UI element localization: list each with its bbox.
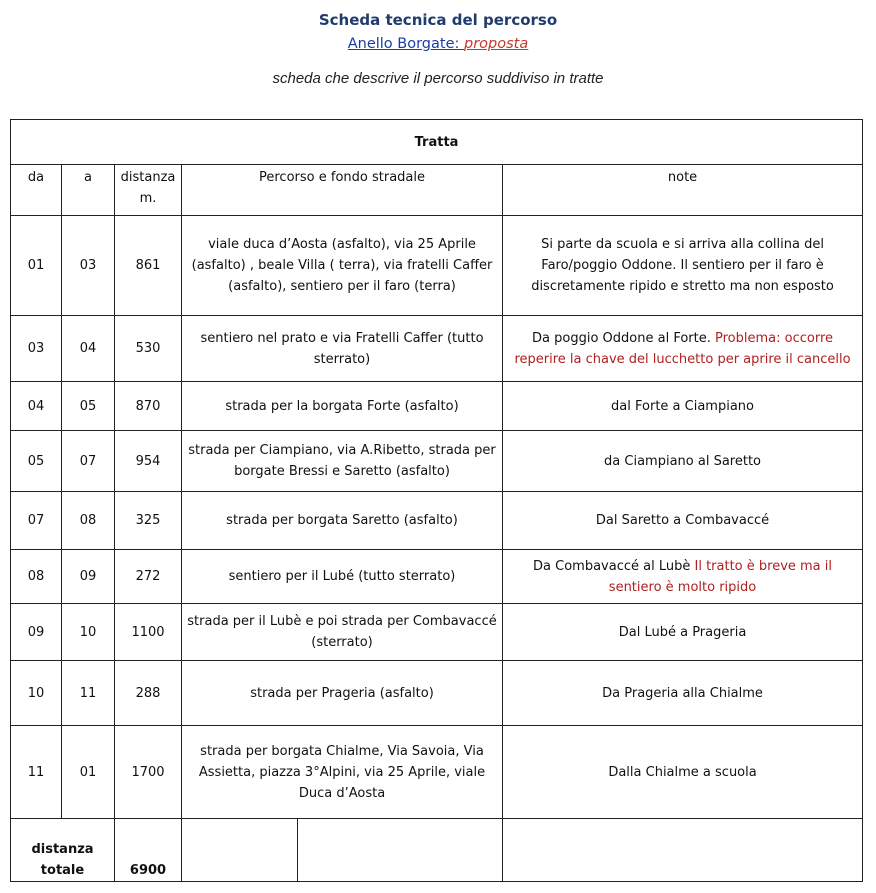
table-row (11, 316, 863, 382)
cell-distanza: 954 (115, 431, 182, 492)
document-description: scheda che descrive il percorso suddiviso in tratte (272, 70, 604, 87)
total-empty-cell-3 (503, 819, 863, 882)
cell-a: 10 (62, 604, 115, 661)
note-text: Da Combavaccé al Lubè (533, 558, 695, 574)
total-value: 6900 (115, 819, 182, 882)
table-row (11, 604, 863, 661)
cell-a: 01 (62, 726, 115, 819)
document-title: Scheda tecnica del percorso (318, 11, 558, 29)
table-row (11, 216, 863, 316)
table-row (11, 431, 863, 492)
table-row (11, 550, 863, 604)
cell-note (503, 661, 863, 726)
cell-distanza: 288 (115, 661, 182, 726)
cell-percorso: viale duca d’Aosta (asfalto), via 25 Aprile (asfalto) , beale Villa ( terra), via fratelli Caffer (asfalto), sentiero per il faro (terra) (182, 216, 503, 316)
cell-percorso: sentiero per il Lubé (tutto sterrato) (182, 550, 503, 604)
total-empty-cell-2 (298, 819, 503, 882)
cell-a: 07 (62, 431, 115, 492)
tratta-header: Tratta (11, 120, 863, 165)
cell-note (503, 492, 863, 550)
note-text: Da poggio Oddone al Forte. (532, 330, 715, 346)
cell-note (503, 550, 863, 604)
cell-percorso: strada per borgata Saretto (asfalto) (182, 492, 503, 550)
cell-da: 04 (11, 382, 62, 431)
col-header-da: da (11, 165, 62, 216)
table-row (11, 726, 863, 819)
table-body (11, 216, 863, 819)
cell-percorso: sentiero nel prato e via Fratelli Caffer (tutto sterrato) (182, 316, 503, 382)
note-text: Si parte da scuola e si arriva alla collina del Faro/poggio Oddone. Il sentiero per il faro è discretamente ripido e stretto ma non esposto (531, 237, 834, 294)
cell-a: 09 (62, 550, 115, 604)
col-header-distanza: distanza m. (115, 165, 182, 216)
note-text: da Ciampiano al Saretto (604, 453, 761, 469)
cell-distanza: 325 (115, 492, 182, 550)
cell-distanza: 870 (115, 382, 182, 431)
table-row (11, 382, 863, 431)
cell-a: 11 (62, 661, 115, 726)
cell-a: 04 (62, 316, 115, 382)
col-header-note: note (503, 165, 863, 216)
table-column-header-row (11, 165, 863, 216)
cell-note (503, 316, 863, 382)
col-header-a: a (62, 165, 115, 216)
subtitle-route-name: Anello Borgate: (347, 36, 465, 52)
note-text: Da Prageria alla Chialme (602, 685, 763, 701)
table-row (11, 661, 863, 726)
cell-percorso: strada per Ciampiano, via A.Ribetto, strada per borgate Bressi e Saretto (asfalto) (182, 431, 503, 492)
cell-percorso: strada per il Lubè e poi strada per Combavaccé (sterrato) (182, 604, 503, 661)
cell-percorso: strada per borgata Chialme, Via Savoia, Via Assietta, piazza 3°Alpini, via 25 Aprile, viale Duca d’Aosta (182, 726, 503, 819)
cell-da: 03 (11, 316, 62, 382)
cell-a: 03 (62, 216, 115, 316)
cell-distanza: 1700 (115, 726, 182, 819)
table-group-header-row (11, 120, 863, 165)
total-label: distanza totale (11, 819, 115, 882)
cell-a: 08 (62, 492, 115, 550)
table-row (11, 492, 863, 550)
note-warning-text: Problema: occorre reperire la chave del lucchetto per aprire il cancello (514, 330, 851, 367)
note-warning-text: Il tratto è breve ma il sentiero è molto ripido (608, 558, 832, 595)
note-text: Dal Lubé a Prageria (618, 624, 747, 640)
cell-distanza: 861 (115, 216, 182, 316)
total-row (11, 819, 863, 882)
cell-percorso: strada per la borgata Forte (asfalto) (182, 382, 503, 431)
cell-da: 08 (11, 550, 62, 604)
col-header-percorso: Percorso e fondo stradale (182, 165, 503, 216)
cell-da: 07 (11, 492, 62, 550)
cell-distanza: 530 (115, 316, 182, 382)
note-text: dal Forte a Ciampiano (611, 398, 754, 414)
route-segments-table (10, 119, 863, 882)
cell-da: 10 (11, 661, 62, 726)
cell-da: 11 (11, 726, 62, 819)
cell-a: 05 (62, 382, 115, 431)
cell-distanza: 272 (115, 550, 182, 604)
cell-distanza: 1100 (115, 604, 182, 661)
cell-percorso: strada per Prageria (asfalto) (182, 661, 503, 726)
cell-note (503, 431, 863, 492)
document-subtitle (0, 36, 876, 52)
cell-note (503, 382, 863, 431)
note-text: Dalla Chialme a scuola (608, 764, 757, 780)
cell-da: 09 (11, 604, 62, 661)
subtitle-proposal-tag: proposta (464, 36, 529, 52)
cell-note (503, 604, 863, 661)
cell-da: 05 (11, 431, 62, 492)
total-empty-cell-1 (182, 819, 298, 882)
cell-note (503, 726, 863, 819)
note-text: Dal Saretto a Combavaccé (595, 513, 770, 528)
cell-da: 01 (11, 216, 62, 316)
cell-note (503, 216, 863, 316)
